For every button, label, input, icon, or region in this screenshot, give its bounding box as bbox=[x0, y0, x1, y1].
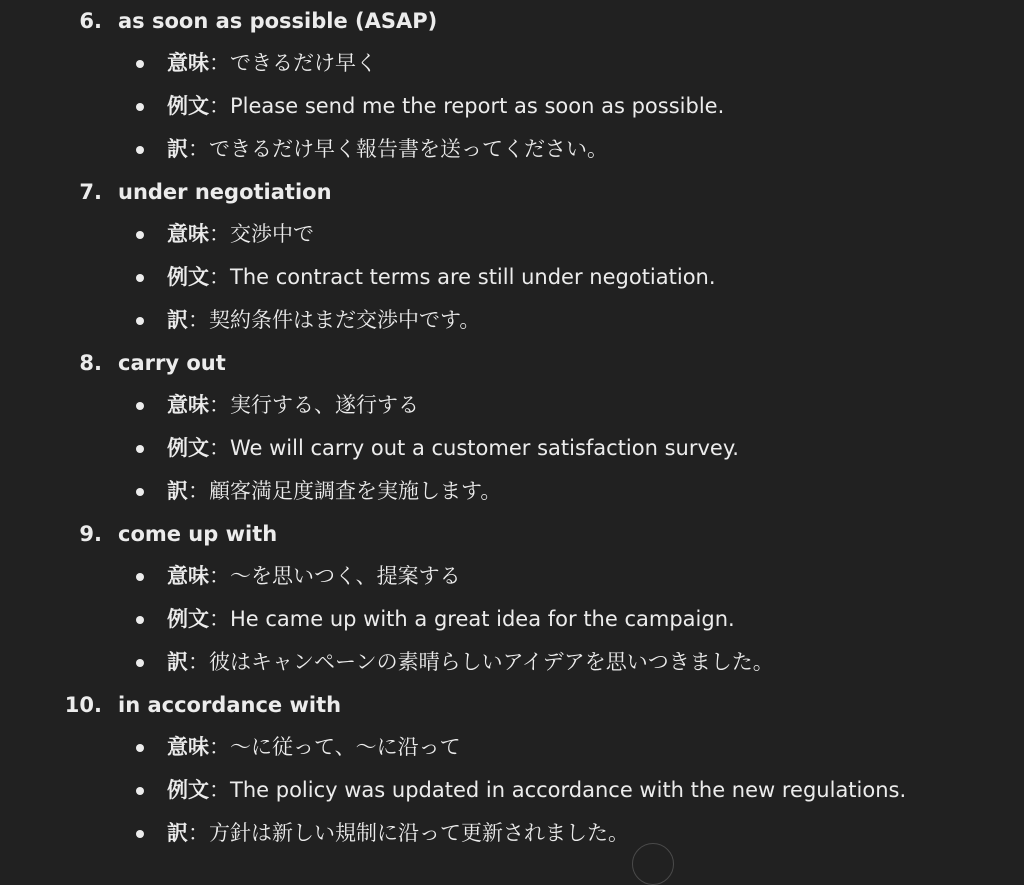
separator: ： bbox=[209, 564, 230, 588]
separator: ： bbox=[209, 94, 230, 118]
separator: ： bbox=[209, 222, 230, 246]
translation-line bbox=[0, 812, 1024, 855]
bullet-icon bbox=[136, 445, 144, 453]
translation-line bbox=[0, 641, 1024, 684]
translation-line bbox=[0, 299, 1024, 342]
bullet-icon bbox=[136, 146, 144, 154]
list-item bbox=[0, 171, 1024, 342]
translation-label: 訳 bbox=[167, 479, 188, 503]
bullet-icon bbox=[136, 488, 144, 496]
example-label: 例文 bbox=[167, 778, 209, 802]
example-label: 例文 bbox=[167, 94, 209, 118]
translation-label: 訳 bbox=[167, 137, 188, 161]
translation-text: 顧客満足度調査を実施します。 bbox=[209, 479, 502, 503]
bullet-icon bbox=[136, 231, 144, 239]
bullet-icon bbox=[136, 659, 144, 667]
translation-text: 彼はキャンペーンの素晴らしいアイデアを思いつきました。 bbox=[209, 650, 774, 674]
list-item bbox=[0, 513, 1024, 684]
meaning-label: 意味 bbox=[167, 564, 209, 588]
example-text: We will carry out a customer satisfaction survey. bbox=[230, 436, 739, 460]
meaning-line bbox=[0, 555, 1024, 598]
bullet-icon bbox=[136, 616, 144, 624]
separator: ： bbox=[188, 821, 209, 845]
separator: ： bbox=[188, 137, 209, 161]
bullet-icon bbox=[136, 274, 144, 282]
bullet-icon bbox=[136, 60, 144, 68]
example-line bbox=[0, 256, 1024, 299]
separator: ： bbox=[209, 436, 230, 460]
list-item bbox=[0, 342, 1024, 513]
separator: ： bbox=[209, 607, 230, 631]
example-line bbox=[0, 769, 1024, 812]
meaning-line bbox=[0, 42, 1024, 85]
item-number: 10. bbox=[64, 693, 102, 717]
meaning-label: 意味 bbox=[167, 735, 209, 759]
example-line bbox=[0, 598, 1024, 641]
meaning-label: 意味 bbox=[167, 222, 209, 246]
meaning-text: 実行する、遂行する bbox=[230, 393, 419, 417]
meaning-label: 意味 bbox=[167, 51, 209, 75]
bullet-icon bbox=[136, 103, 144, 111]
term-text: under negotiation bbox=[118, 180, 332, 204]
separator: ： bbox=[188, 479, 209, 503]
example-text: He came up with a great idea for the campaign. bbox=[230, 607, 735, 631]
translation-line bbox=[0, 470, 1024, 513]
meaning-text: できるだけ早く bbox=[230, 51, 377, 75]
item-number: 6. bbox=[79, 9, 102, 33]
example-label: 例文 bbox=[167, 607, 209, 631]
bullet-icon bbox=[136, 830, 144, 838]
separator: ： bbox=[188, 650, 209, 674]
scroll-down-button[interactable] bbox=[632, 843, 674, 885]
translation-text: 方針は新しい規制に沿って更新されました。 bbox=[209, 821, 629, 845]
example-text: The contract terms are still under negotiation. bbox=[230, 265, 716, 289]
bullet-icon bbox=[136, 744, 144, 752]
list-item bbox=[0, 684, 1024, 855]
term-text: as soon as possible (ASAP) bbox=[118, 9, 438, 33]
example-text: Please send me the report as soon as possible. bbox=[230, 94, 725, 118]
translation-line bbox=[0, 128, 1024, 171]
translation-text: 契約条件はまだ交渉中です。 bbox=[209, 308, 481, 332]
meaning-line bbox=[0, 213, 1024, 256]
term-line bbox=[0, 342, 1024, 384]
separator: ： bbox=[209, 265, 230, 289]
item-number: 8. bbox=[79, 351, 102, 375]
example-line bbox=[0, 427, 1024, 470]
meaning-label: 意味 bbox=[167, 393, 209, 417]
separator: ： bbox=[209, 51, 230, 75]
term-line bbox=[0, 0, 1024, 42]
meaning-text: 〜に従って、〜に沿って bbox=[230, 735, 461, 759]
bullet-icon bbox=[136, 402, 144, 410]
translation-label: 訳 bbox=[167, 650, 188, 674]
term-text: in accordance with bbox=[118, 693, 342, 717]
list-item bbox=[0, 0, 1024, 171]
meaning-text: 〜を思いつく、提案する bbox=[230, 564, 461, 588]
translation-label: 訳 bbox=[167, 821, 188, 845]
example-line bbox=[0, 85, 1024, 128]
term-line bbox=[0, 171, 1024, 213]
translation-text: できるだけ早く報告書を送ってください。 bbox=[209, 137, 608, 161]
separator: ： bbox=[209, 778, 230, 802]
separator: ： bbox=[209, 735, 230, 759]
term-line bbox=[0, 513, 1024, 555]
separator: ： bbox=[188, 308, 209, 332]
bullet-icon bbox=[136, 317, 144, 325]
translation-label: 訳 bbox=[167, 308, 188, 332]
bullet-icon bbox=[136, 787, 144, 795]
example-label: 例文 bbox=[167, 436, 209, 460]
example-text: The policy was updated in accordance with the new regulations. bbox=[230, 778, 907, 802]
meaning-text: 交渉中で bbox=[230, 222, 314, 246]
term-line bbox=[0, 684, 1024, 726]
meaning-line bbox=[0, 726, 1024, 769]
separator: ： bbox=[209, 393, 230, 417]
meaning-line bbox=[0, 384, 1024, 427]
term-text: come up with bbox=[118, 522, 278, 546]
example-label: 例文 bbox=[167, 265, 209, 289]
item-number: 7. bbox=[79, 180, 102, 204]
term-text: carry out bbox=[118, 351, 226, 375]
item-number: 9. bbox=[79, 522, 102, 546]
bullet-icon bbox=[136, 573, 144, 581]
